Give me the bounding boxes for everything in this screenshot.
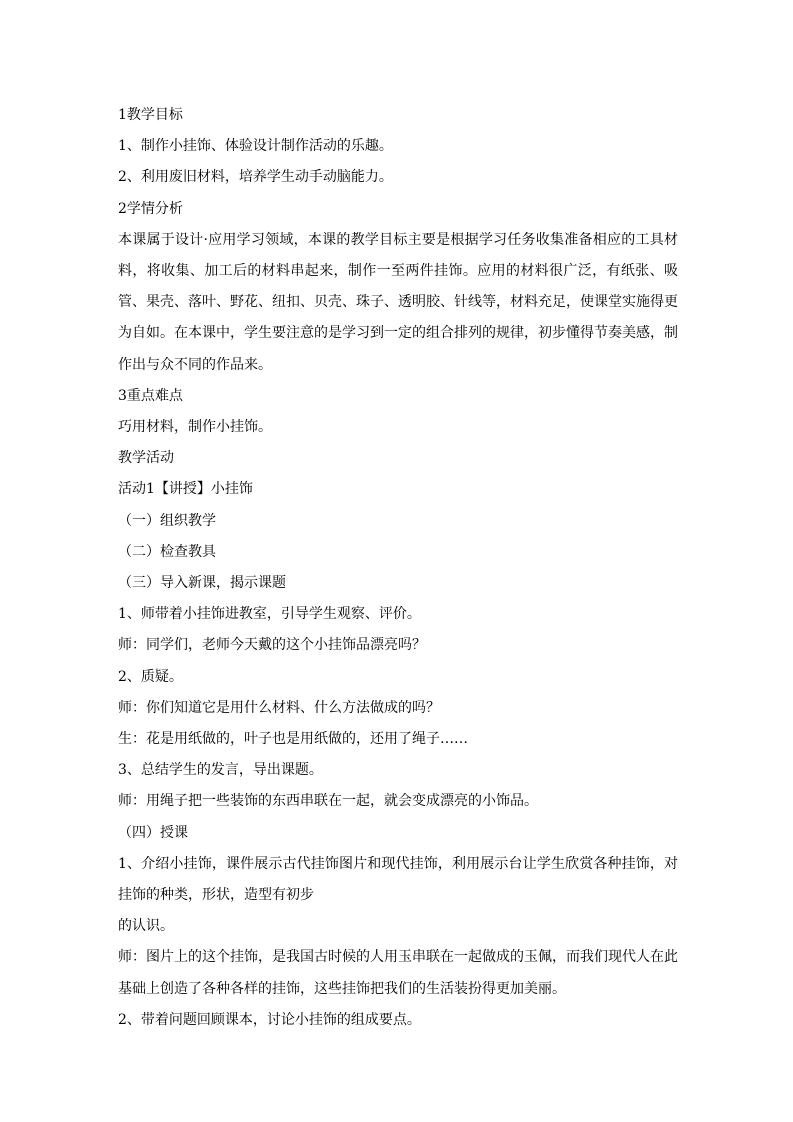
lecture-item-1-continued: 的认识。 (118, 918, 174, 935)
step-check-tools: （二）检查教具 (118, 543, 216, 560)
intro-item-1: 1、师带着小挂饰进教室，引导学生观察、评价。 (118, 606, 421, 623)
student-line-1: 生：花是用纸做的，叶子也是用纸做的，还用了绳子…… (118, 731, 468, 748)
step-organize-teaching: （一）组织教学 (118, 512, 216, 529)
key-points-text: 巧用材料，制作小挂饰。 (118, 419, 272, 436)
lecture-item-1: 1、介绍小挂饰，课件展示古代挂饰图片和现代挂饰，利用展示台让学生欣赏各种挂饰，对挂饰的种类，形状，造型有初步 (118, 855, 678, 904)
document-body (118, 100, 678, 1036)
step-introduce-topic: （三）导入新课，揭示课题 (118, 575, 286, 592)
intro-item-2: 2、质疑。 (118, 668, 183, 685)
heading-teaching-goals: 1教学目标 (118, 107, 183, 123)
teacher-line-3: 师：用绳子把一些装饰的东西串联在一起，就会变成漂亮的小饰品。 (118, 793, 538, 810)
teacher-line-2: 师：你们知道它是用什么材料、什么方法做成的吗？ (118, 699, 440, 716)
student-analysis-paragraph: 本课属于设计·应用学习领域，本课的教学目标主要是根据学习任务收集准备相应的工具材料，将收集、加工后的材料串起来，制作一至两件挂饰。应用的材料很广泛，有纸张、吸管、果壳、落叶、野花、纽扣、贝壳、珠子、透明胶、针线等，材料充足，使课堂实施得更为自如。在本课中，学生要注意的是学习到一定的组合排列的规律，初步懂得节奏美感，制作出与众不同的作品来。 (118, 231, 678, 373)
heading-key-points: 3重点难点 (118, 387, 183, 404)
step-lecture: （四）授课 (118, 824, 188, 841)
heading-student-analysis: 2学情分析 (118, 200, 183, 217)
teacher-line-1: 师：同学们，老师今天戴的这个小挂饰品漂亮吗？ (118, 637, 426, 654)
heading-teaching-activity: 教学活动 (118, 450, 174, 467)
goal-item-2: 2、利用废旧材料，培养学生动手动脑能力。 (118, 169, 393, 186)
goal-item-1: 1、制作小挂饰、体验设计制作活动的乐趣。 (118, 138, 393, 155)
intro-item-3: 3、总结学生的发言，导出课题。 (118, 762, 323, 779)
activity-1-title: 活动1【讲授】小挂饰 (118, 481, 253, 498)
teacher-line-4: 师：图片上的这个挂饰，是我国古时候的人用玉串联在一起做成的玉佩，而我们现代人在此基础上创造了各种各样的挂饰，这些挂饰把我们的生活装扮得更加美丽。 (118, 949, 678, 997)
lecture-item-2: 2、带着问题回顾课本，讨论小挂饰的组成要点。 (118, 1011, 421, 1028)
